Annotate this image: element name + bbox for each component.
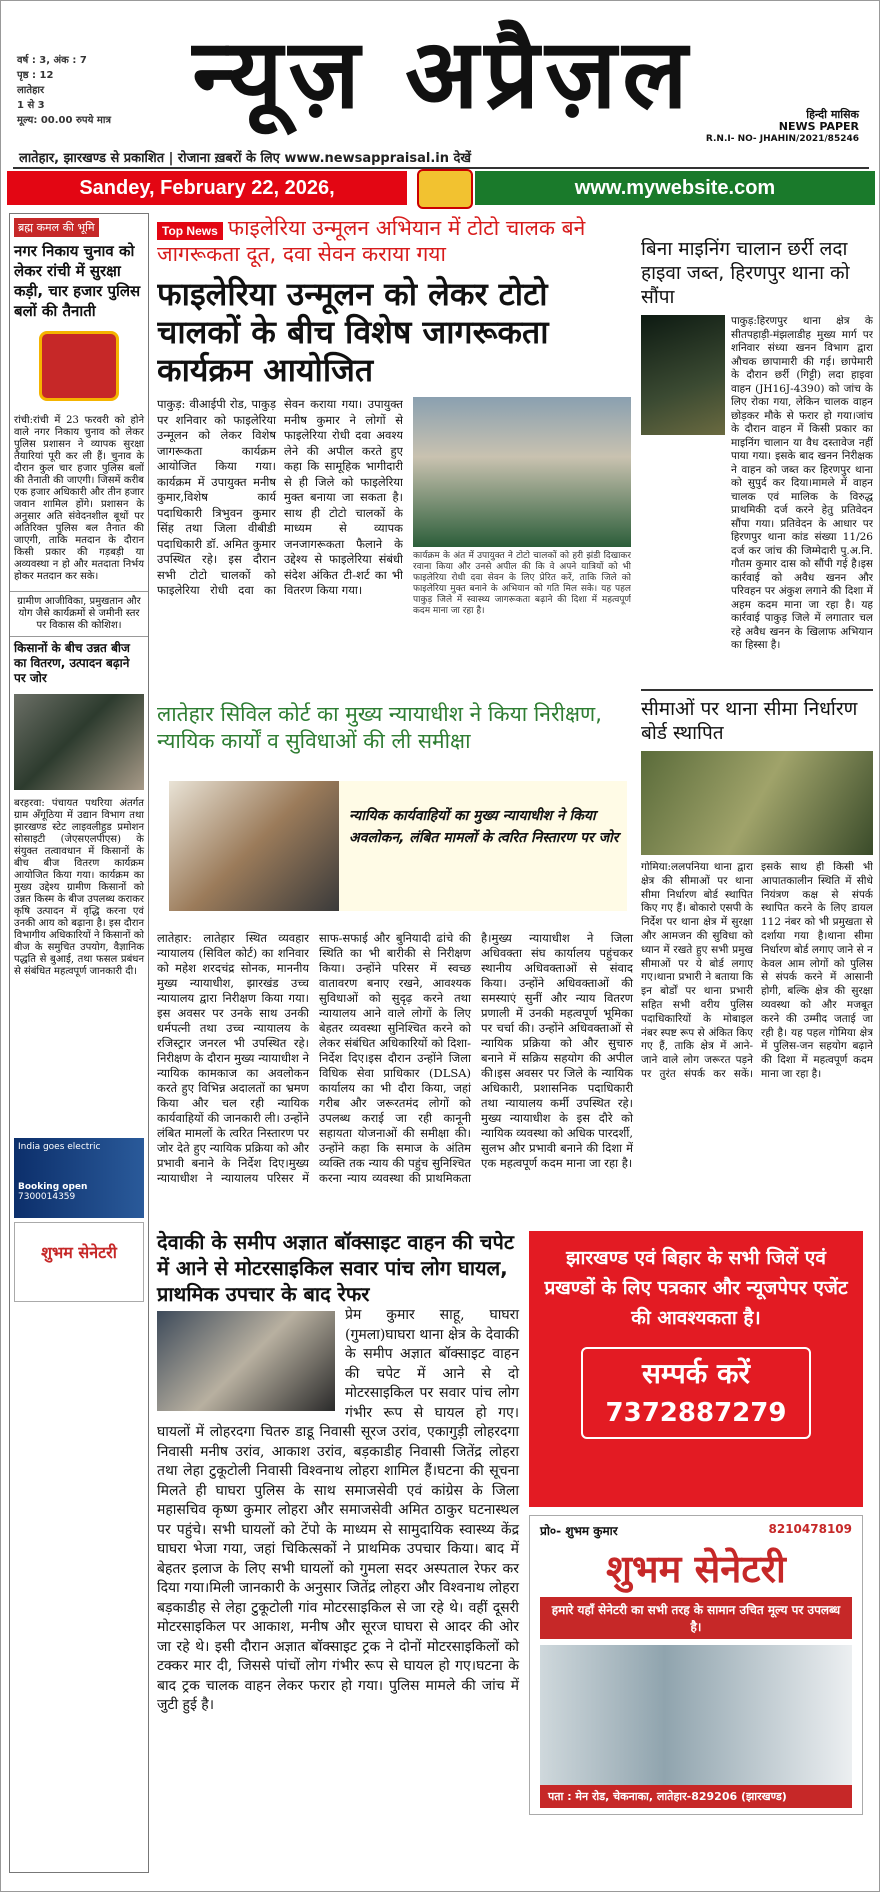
lead-photo — [413, 397, 631, 547]
meta-line: 1 से 3 — [17, 100, 45, 111]
ev-ad-phone: 7300014359 — [18, 1192, 76, 1202]
boundary-body: गोमिया:ललपनिया थाना द्वारा क्षेत्र की सीमाओं पर थाना सीमा निर्धारण बोर्ड स्थापित किए गए हैं। बोकारो एसपी के निर्देश पर थाना क्षेत्र में सुरक्षा और आमजन की सुविधा को ध्यान में रखते हुए सभी प्रमुख सीमाओं पर ये बोर्ड लगाए गए।थाना प्रभारी ने बताया कि इन बोर्डों पर थाना प्रभारी सहित सभी वरीय पुलिस पदाधिकारियों के मोबाइल नंबर स्पष्ट रूप से अंकित किए गए हैं, ताकि क्षेत्र में आने-जाने वाले लोग जरूरत पड़ने पर तुरंत संपर्क कर सकें। इसके साथ ही किसी भी आपातकालीन स्थिति में सीधे नियंत्रण कक्ष से संपर्क स्थापित करने के लिए डायल 112 नंबर को भी प्रमुखता से दर्शाया गया है।थाना सीमा निर्धारण बोर्ड लगाए जाने से न केवल आम लोगों को पुलिस से संपर्क करने में आसानी होगी, बल्कि क्षेत्र की सुरक्षा व्यवस्था को और मजबूत करने की उम्मीद जताई जा रही है। यह पहल गोमिया क्षेत्र में पुलिस-जन सहयोग बढ़ाने की दिशा में महत्वपूर्ण कदम माना जा रहा है। — [641, 861, 873, 1080]
sanitary-advertisement[interactable] — [529, 1515, 863, 1815]
court-pullquote: न्यायिक कार्यवाहियों का मुख्य न्यायाधीश ने किया अवलोकन, लंबित मामलों के त्वरित निस्तारण पर जोर — [349, 808, 619, 846]
ad2-proprietor: प्रो०- शुभम कुमार — [540, 1524, 618, 1538]
boundary-photo — [641, 751, 873, 855]
type-english: NEWS PAPER — [778, 120, 859, 133]
left-headline-2: किसानों के बीच उन्नत बीज का वितरण, उत्पादन बढ़ाने पर जोर — [14, 641, 130, 685]
boundary-headline: सीमाओं पर थाना सीमा निर्धारण बोर्ड स्थापित — [641, 689, 873, 745]
ad1-text: झारखण्ड एवं बिहार के सभी जिलें एवं प्रखण्डों के लिए पत्रकार और न्यूजपेपर एजेंट की आवश्यकता है। — [544, 1247, 848, 1329]
right-column — [641, 237, 873, 1161]
lead-story — [157, 215, 631, 685]
sanitary-products-image — [540, 1645, 852, 1785]
police-logo-icon — [39, 331, 119, 401]
mining-headline: बिना माइनिंग चालान छर्री लदा हाइवा जब्त, हिरणपुर थाना को सौंपा — [641, 238, 850, 308]
ad2-address: पता : मेन रोड, चेकनाका, लातेहार-829206 (झारखण्ड) — [540, 1785, 852, 1808]
ev-ad-booking: Booking open — [18, 1182, 88, 1192]
date-bar — [7, 171, 875, 205]
left-body-2: बरहरवा: पंचायत पथरिया अंतर्गत ग्राम अँगूठिया में उद्यान विभाग तथा झारखण्ड स्टेट लाइवलीहुड प्रमोशन सोसाइटी (जेएसएलपीएस) के संयुक्त तत्वावधान में किसानों के बीच बीज वितरण कार्यक्रम आयोजित किया गया। कार्यक्रम का मुख्य उद्देश्य ग्रामीण किसानों को उन्नत किस्म के बीज उपलब्ध कराकर कृषि उत्पादन में वृद्धि करना एवं उनकी आय को बढ़ाना है। इस दौरान विभागीय अधिकारियों ने किसानों को बीज के समुचित उपयोग, वैज्ञानिक पद्धति से बुआई, तथा फसल प्रबंधन से संबंधित महत्वपूर्ण जानकारी दी। — [14, 798, 144, 977]
mining-body: पाकुड़:हिरणपुर थाना क्षेत्र के सीतपहाड़ी-मंझलाडीह मुख्य मार्ग पर शनिवार संध्या खनन विभाग द्वारा औचक छापामारी की गई। छापेमारी के दौरान छर्री (गिट्टी) लदा हाइवा वाहन (JH16J-4390) को जांच के लिए रोका गया, लेकिन चालक वाहन छोड़कर मौके से फरार हो गया।जांच के दौरान वाहन में किसी प्रकार का माइनिंग चालान या वैध दस्तावेज नहीं पाया गया। इसके बाद खनन निरीक्षक ने वाहन को जब्त कर हिरणपुर थाना को सुपुर्द कर दिया।मामले में वाहन चालक एवं मालिक के विरुद्ध प्राथमिकी दर्ज करने हेतु प्रतिवेदन सौंपा गया। प्रतिवेदन के आधार पर हिरणपुर थाना कांड संख्या 11/26 दर्ज कर जांच की जिम्मेदारी पु.अ.नि. गौतम कुमार दास को सौंपी गई है।इस कार्रवाई को अवैध खनन और परिवहन पर अंकुश लगाने की दिशा में अहम कदम माना जा रहा है। यह कार्रवाई पाकुड़ जिले में लगातार चल रहे अवैध खनन के खिलाफ अभियान का हिस्सा है। — [731, 315, 873, 651]
type-hindi: हिन्दी मासिक — [806, 108, 859, 121]
accident-text: प्रेम कुमार साहू, घाघरा (गुमला)घाघरा थाना क्षेत्र के देवाकी के समीप अज्ञात बॉक्साइट वाहन की चपेट में आने से दो मोटरसाइकिल पर सवार पांच लोग गंभीर रूप से घायल हो गए। घायलों में लोहरदगा चितरु डाडू निवासी सूरज उरांव, एकागुड़ी लोहरदगा निवासी मनीष उरांव, आकाश उरांव, बड़काडीह निवासी जितेंद्र लोहरा तथा लेहा टुकूटोली निवासी विश्वनाथ लोहरा शामिल हैं।घटना की सूचना मिलते ही घाघरा पुलिस के साथ समाजसेवी एवं कांग्रेस के जिला महासचिव कृष्ण कुमार लोहरा और समाजसेवी अमित ठाकुर घटनास्थल पर पहुंचे। सभी घायलों को टेंपो के माध्यम से सामुदायिक स्वास्थ्य केंद्र घाघरा भेजा गया, जहां चिकित्सकों ने प्राथमिक उपचार किया। बाद में बेहतर इलाज के लिए सभी घायलों को गुमला सदर अस्पताल रेफर कर दिया गया।मिली जानकारी के अनुसार जितेंद्र लोहरा और विश्वनाथ लोहरा बड़काडीह से लेहा टुकूटोली गांव मोटरसाइकिल से जा रहे थे। वहीं दूसरी मोटरसाइकिल पर आकाश, मनीष और सूरज घाघरा से आदर की ओर जा रहे थे। इसी दौरान अज्ञात बॉक्साइट ट्रक ने दोनों मोटरसाइकिलों को टक्कर मार दी, जिससे पांचों लोग गंभीर रूप से घायल हो गए।घटना के बाद ट्रक चालक वाहन लेकर फरार हो गया। पुलिस मामले की जांच में जुटी हुई है। — [157, 1307, 519, 1713]
recruitment-advertisement[interactable] — [529, 1231, 863, 1507]
newspaper-title: न्यूज़ अप्रैज़ल — [192, 18, 694, 130]
masthead — [13, 9, 869, 169]
court-body: लातेहार: लातेहार स्थित व्यवहार न्यायालय (सिविल कोर्ट) का शनिवार को महेश शरदचंद्र सोनक, माननीय मुख्य न्यायाधीश, झारखंड उच्च न्यायालय द्वारा निरीक्षण किया गया। इस अवसर पर उनके साथ उनकी धर्मपत्नी तथा उच्च न्यायालय के रजिस्ट्रार जनरल भी उपस्थित रहे।निरीक्षण के दौरान मुख्य न्यायाधीश ने न्यायिक कामकाज का अवलोकन करते हुए विभिन्न अदालतों का भ्रमण किया और चल रही न्यायिक कार्यवाहियों की जानकारी ली। उन्होंने लंबित मामलों के त्वरित निस्तारण पर जोर देते हुए न्यायिक प्रक्रिया को और प्रभावी बनाने के निर्देश दिए।मुख्य न्यायाधीश ने न्यायालय परिसर में साफ-सफाई और बुनियादी ढांचे की स्थिति का भी बारीकी से निरीक्षण किया। उन्होंने परिसर में स्वच्छ वातावरण बनाए रखने, आवश्यक सुविधाओं को सुदृढ़ करने तथा न्यायालय आने वाले लोगों के लिए बेहतर व्यवस्था सुनिश्चित करने को लेकर संबंधित अधिकारियों को दिशा-निर्देश दिए।इस दौरान उन्होंने जिला विधिक सेवा प्राधिकार (DLSA) कार्यालय का भी दौरा किया, जहां गरीब और जरूरतमंद लोगों को उपलब्ध कराई जा रही कानूनी सहायता योजनाओं की समीक्षा की। उन्होंने कहा कि समाज के अंतिम व्यक्ति तक न्याय की पहुंच सुनिश्चित करना न्याय व्यवस्था की प्राथमिकता है।मुख्य न्यायाधीश ने जिला अधिवक्ता संघ कार्यालय पहुंचकर स्थानीय अधिवक्ताओं से संवाद किया। उन्होंने अधिवक्ताओं की समस्याएं सुनीं और न्याय वितरण प्रणाली में उनकी महत्वपूर्ण भूमिका पर चर्चा की। उन्होंने अधिवक्ताओं से न्यायिक प्रक्रिया को और सुचारु बनाने में सक्रिय सहयोग की अपील की।इस अवसर पर जिले के न्यायिक अधिकारी, प्रशासनिक पदाधिकारी तथा न्यायालय कर्मी उपस्थित रहे। मुख्य न्यायाधीश के इस दौरे को न्यायिक व्यवस्था को अधिक पारदर्शी, सुलभ और प्रभावी बनाने की दिशा में एक महत्वपूर्ण कदम माना जा रहा है। — [157, 931, 633, 1185]
court-headline: लातेहार सिविल कोर्ट का मुख्य न्यायाधीश ने किया निरीक्षण, न्यायिक कार्यों व सुविधाओं की ली समीक्षा — [157, 702, 602, 753]
lead-headline: फाइलेरिया उन्मूलन को लेकर टोटो चालकों के बीच विशेष जागरूकता कार्यक्रम आयोजित — [157, 275, 549, 389]
website-link[interactable]: www.mywebsite.com — [475, 171, 875, 205]
ad1-phone[interactable]: 7372887279 — [605, 1398, 787, 1428]
left-headline: नगर निकाय चुनाव को लेकर रांची में सुरक्षा कड़ी, चार हजार पुलिस बलों की तैनाती — [14, 242, 141, 320]
lead-body: पाकुड़: वीआईपी रोड, पाकुड़ पर शनिवार को फाइलेरिया उन्मूलन को लेकर विशेष जागरूकता कार्यक्रम आयोजित किया गया। कार्यक्रम में उपायुक्त मनीष कुमार,विशेष कार्य पदाधिकारी त्रिभुवन कुमार सिंह तथा जिला वीबीडी पदाधिकारी डॉ. अमित कुमार उपस्थित रहे। इस दौरान सभी टोटो चालकों को फाइलेरिया रोधी दवा का सेवन कराया गया। उपायुक्त मनीष कुमार ने लोगों से फाइलेरिया रोधी दवा अवश्य लेने की अपील करते हुए कहा कि सामूहिक भागीदारी से ही जिले को फाइलेरिया मुक्त बनाया जा सकता है। साथ ही टोटो चालकों के माध्यम से व्यापक जनजागरूकता फैलाने के उद्देश्य से फाइलेरिया संबंधी संदेश अंकित टी-शर्ट का भी वितरण किया गया। — [157, 397, 403, 597]
ad2-tagline: हमारे यहाँ सेनेटरी का सभी तरह के सामान उचित मूल्य पर उपलब्ध है। — [540, 1597, 852, 1639]
meta-line: वर्ष : 3, अंक : 7 — [17, 55, 87, 66]
top-news-tag: Top News — [157, 222, 223, 240]
ev-advertisement[interactable] — [14, 1138, 144, 1218]
issue-date: Sandey, February 22, 2026, — [7, 171, 407, 205]
newspaper-type — [706, 109, 859, 145]
lead-caption: कार्यक्रम के अंत में उपायुक्त ने टोटो चालकों को हरी झंडी दिखाकर रवाना किया और उनसे अपील की कि वे अपने यात्रियों को भी फाइलेरिया रोधी दवा सेवन के लिए प्रेरित करें, ताकि जिले को फाइलेरिया मुक्त बनाने के अभियान को गति मिल सके। यह पहल पाकुड़ जिले में स्वास्थ्य जागरूकता बढ़ाने की दिशा में महत्वपूर्ण कदम माना जा रहा है। — [413, 551, 631, 616]
left-body: रांची:रांची में 23 फरवरी को होने वाले नगर निकाय चुनाव को लेकर पुलिस प्रशासन ने व्यापक सुरक्षा तैयारियां पूरी कर ली हैं। चुनाव के दौरान कुल चार हजार पुलिस बलों की तैनाती की जाएगी। जिसमें करीब एक हजार अधिकारी और तीन हजार जवान शामिल होंगे। प्रशासन के अनुसार अति संवेदनशील बूथों पर अतिरिक्त पुलिस बल तैनात की जाएगी, ताकि मतदान के दौरान किसी प्रकार की गड़बड़ी या अव्यवस्था न हो और मतदाता निर्भय होकर मतदान कर सके। — [14, 415, 144, 582]
masthead-strap: लातेहार, झारखण्ड से प्रकाशित | रोजाना ख़बरों के लिए www.newsappraisal.in देखें — [19, 151, 472, 166]
ad1-cta: सम्पर्क करें — [642, 1357, 750, 1390]
court-photo-box — [169, 781, 627, 911]
emblem-icon — [417, 169, 473, 209]
photo-spacer — [157, 1306, 345, 1412]
meta-line: लातेहार — [17, 85, 45, 96]
ad2-phone[interactable]: 8210478109 — [768, 1522, 852, 1536]
mining-photo — [641, 315, 725, 435]
accident-body — [157, 1306, 519, 1716]
meta-line: मूल्य: 00.00 रुपये मात्र — [17, 115, 111, 126]
ev-ad-text: India goes electric — [18, 1142, 101, 1152]
meta-line: पृष्ठ : 12 — [17, 70, 54, 81]
accident-headline: देवाकी के समीप अज्ञात बॉक्साइट वाहन की चपेट में आने से मोटरसाइकिल सवार पांच लोग घायल, प्राथमिक उपचार के बाद रेफर — [157, 1230, 514, 1306]
issue-meta — [17, 53, 111, 128]
left-subnote: ग्रामीण आजीविका, प्रमुखतान और योग जैसे कार्यक्रमों से जमीनी स्तर पर विकास की कोशिश। — [10, 591, 148, 637]
ad2-title: शुभम सेनेटरी — [606, 1547, 786, 1591]
section-label: ब्रह्म कमल की भूमि — [14, 218, 99, 237]
court-photo — [169, 781, 339, 911]
sanitary-mini-ad[interactable]: शुभम सेनेटरी — [14, 1222, 144, 1302]
rni-number: R.N.I- NO- JHAHIN/2021/85246 — [705, 134, 859, 144]
lead-kicker: फाइलेरिया उन्मूलन अभियान में टोटो चालक बने जागरूकता दूत, दवा सेवन कराया गया — [157, 216, 586, 266]
left-column — [9, 213, 149, 1873]
farmers-photo — [14, 694, 144, 790]
